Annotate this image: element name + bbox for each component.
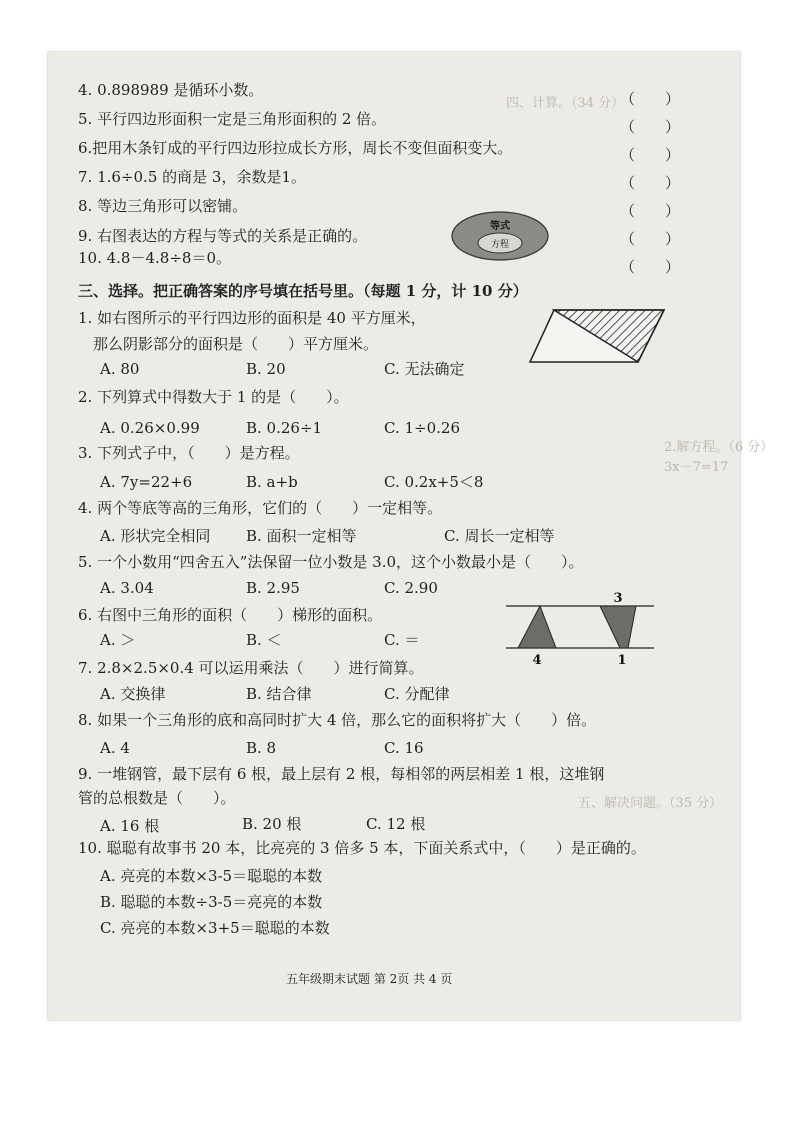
option[interactable]: A. 7y=22+6 [100,473,193,491]
option[interactable]: C. 1÷0.26 [384,419,460,437]
answer-bracket[interactable]: （ ） [620,118,681,136]
option[interactable]: C. 分配律 [384,685,450,703]
question-text: 3. 下列式子中，（ ）是方程。 [78,444,300,462]
answer-bracket[interactable]: （ ） [620,202,681,220]
answer-bracket[interactable]: （ ） [620,230,681,248]
option[interactable]: A. 4 [100,739,130,757]
question-text: 6. 右图中三角形的面积（ ）梯形的面积。 [78,606,383,624]
question-text: 1. 如右图所示的平行四边形的面积是 40 平方厘米， [78,309,426,327]
bleed-through-text: 五、解决问题。（35 分） [578,796,723,811]
answer-bracket[interactable]: （ ） [620,90,681,108]
option[interactable]: A. 交换律 [100,685,166,703]
option[interactable]: C. 亮亮的本数×3+5＝聪聪的本数 [100,919,330,937]
option[interactable]: C. ＝ [384,631,420,649]
question-text: 2. 下列算式中得数大于 1 的是（ ）。 [78,388,349,406]
judgment-item: 10. 4.8－4.8÷8＝0。 [78,249,231,267]
option[interactable]: C. 2.90 [384,579,438,597]
question-text: 9. 一堆钢管，最下层有 6 根，最上层有 2 根，每相邻的两层相差 1 根，这堆钢 [78,765,605,783]
option[interactable]: A. 3.04 [100,579,154,597]
option[interactable]: A. 80 [100,360,140,378]
question-text: 10. 聪聪有故事书 20 本，比亮亮的 3 倍多 5 本，下面关系式中，（ ）是正确的。 [78,839,646,857]
option[interactable]: B. 8 [246,739,277,757]
shaded-trapezoid [600,606,636,648]
option[interactable]: A. 形状完全相同 [100,527,211,545]
question-text: 7. 2.8×2.5×0.4 可以运用乘法（ ）进行简算。 [78,659,424,677]
answer-bracket[interactable]: （ ） [620,258,681,276]
page-footer: 五年级期末试题 第 2页 共 4 页 [286,972,453,986]
bleed-through-text: 四、计算。（34 分） [506,96,625,111]
judgment-item: 8. 等边三角形可以密铺。 [78,197,248,215]
bleed-through-text: 3x－7=17 [664,460,729,475]
parallelogram-figure [528,308,668,366]
venn-diagram [450,210,550,262]
venn-outer-label: 等式 [490,221,510,232]
question-text: 5. 一个小数用“四舍五入”法保留一位小数是 3.0，这个小数最小是（ ）。 [78,553,584,571]
question-text: 管的总根数是（ ）。 [78,789,236,807]
judgment-item: 4. 0.898989 是循环小数。 [78,81,264,99]
judgment-item: 5. 平行四边形面积一定是三角形面积的 2 倍。 [78,110,387,128]
option[interactable]: A. 0.26×0.99 [100,419,200,437]
option[interactable]: C. 无法确定 [384,360,465,378]
judgment-item: 7. 1.6÷0.5 的商是 3，余数是1。 [78,168,306,186]
option[interactable]: B. 结合律 [246,685,312,703]
option[interactable]: B. 20 根 [242,815,302,833]
triangle-trapezoid-figure [504,590,656,670]
option[interactable]: B. 面积一定相等 [246,527,357,545]
option[interactable]: A. ＞ [100,631,136,649]
option[interactable]: B. 2.95 [246,579,300,597]
label-top-base: 3 [613,591,623,606]
shaded-triangle [518,606,556,648]
section-header: 三、选择。把正确答案的序号填在括号里。（每题 1 分，计 10 分） [78,282,528,300]
question-text: 4. 两个等底等高的三角形，它们的（ ）一定相等。 [78,499,443,517]
option[interactable]: A. 16 根 [100,817,160,835]
option[interactable]: C. 12 根 [366,815,426,833]
judgment-item: 6.把用木条钉成的平行四边形拉成长方形，周长不变但面积变大。 [78,139,513,157]
option[interactable]: B. 20 [246,360,286,378]
option[interactable]: C. 16 [384,739,424,757]
label-trapezoid-bottom: 1 [617,653,627,668]
option[interactable]: B. ＜ [246,631,282,649]
exam-page [48,52,774,1020]
option[interactable]: C. 0.2x+5＜8 [384,473,484,491]
option[interactable]: B. 0.26÷1 [246,419,323,437]
option[interactable]: B. 聪聪的本数÷3-5＝亮亮的本数 [100,893,323,911]
question-text: 8. 如果一个三角形的底和高同时扩大 4 倍，那么它的面积将扩大（ ）倍。 [78,711,597,729]
option[interactable]: B. a+b [246,473,298,491]
judgment-item: 9. 右图表达的方程与等式的关系是正确的。 [78,227,368,245]
answer-bracket[interactable]: （ ） [620,174,681,192]
label-triangle-base: 4 [532,653,542,668]
answer-bracket[interactable]: （ ） [620,146,681,164]
venn-inner-label: 方程 [490,240,510,250]
question-text: 那么阴影部分的面积是（ ）平方厘米。 [78,335,379,353]
option[interactable]: C. 周长一定相等 [444,527,555,545]
bleed-through-text: 2.解方程。（6 分） [664,440,774,455]
option[interactable]: A. 亮亮的本数×3-5＝聪聪的本数 [100,867,323,885]
